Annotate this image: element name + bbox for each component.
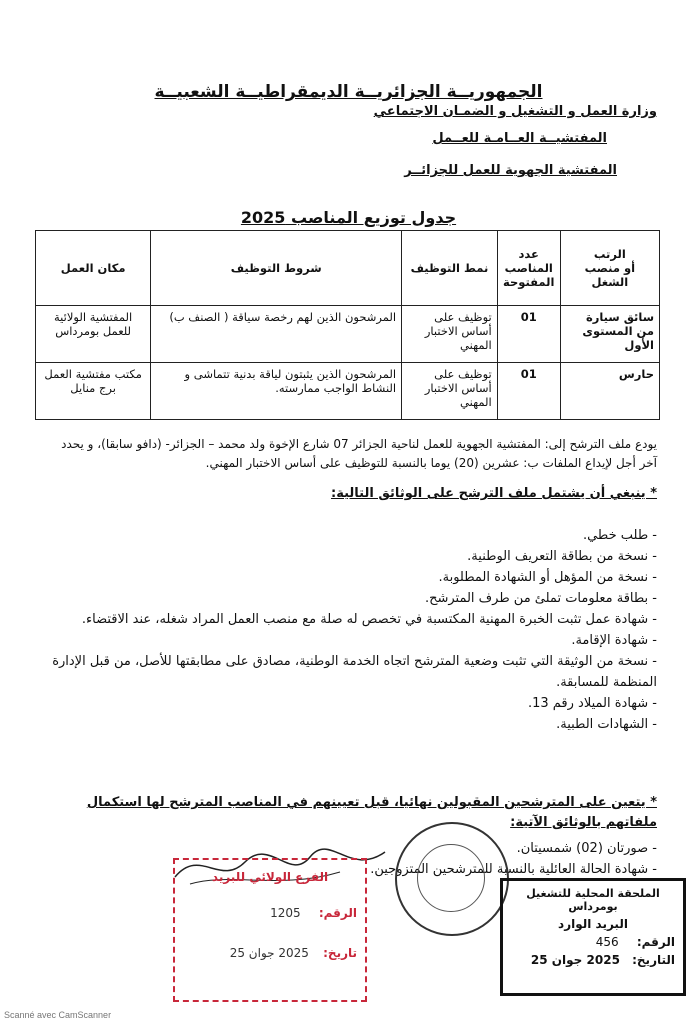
- cell-place: مكتب مفتشية العمل برج منايل: [36, 363, 151, 420]
- stamp-red-number: 1205: [270, 906, 301, 920]
- list-item: - طلب خطي.: [582, 528, 657, 543]
- inspection-regional-line: المفتشية الجهوية للعمل للجزائــر: [404, 163, 617, 178]
- scanner-watermark: Scanné avec CamScanner: [4, 1010, 112, 1020]
- list-item: - شهادة الإقامة.: [571, 633, 657, 648]
- cell-rank: حارس: [560, 363, 659, 420]
- list-item: - شهادة الميلاد رقم 13.: [527, 696, 657, 711]
- cell-count: 01: [497, 363, 560, 420]
- inspection-general-line: المفتشيــة العــامـة للعــمل: [432, 131, 607, 146]
- incoming-mail-stamp: [500, 878, 686, 996]
- list-item: - نسخة من بطاقة التعريف الوطنية.: [467, 549, 657, 564]
- stamp-black-date: 2025 جوان 25: [530, 953, 620, 967]
- stamp-black-number-row: [511, 935, 675, 949]
- list-item: - نسخة من المؤهل أو الشهادة المطلوبة.: [438, 570, 657, 585]
- republic-title: الجمهوريــة الجزائريــة الديمقراطيــة الشعبيــة: [154, 82, 543, 102]
- header-conditions: شروط التوظيف: [151, 231, 402, 306]
- list-item: - بطاقة معلومات تملئ من طرف المترشح.: [424, 591, 657, 606]
- stamp-black-date-row: [511, 953, 675, 967]
- official-seal: [395, 822, 509, 936]
- list-item: - شهادة الحالة العائلية بالنسبة للمترشحين المتزوجين.: [370, 862, 657, 877]
- cell-place: المفتشية الولائية للعمل بومرداس: [36, 306, 151, 363]
- cell-conditions: المرشحون الذين يثبتون لياقة بدنية تتماشى و النشاط الواجب ممارسته.: [151, 363, 402, 420]
- stamp-red-date: 2025 جوان 25: [229, 946, 309, 960]
- stamp-black-subtitle: البريد الوارد: [558, 917, 628, 931]
- cell-rank: سائق سيارة من المستوى الأول: [560, 306, 659, 363]
- list-item: - صورتان (02) شمسيتان.: [516, 841, 657, 856]
- list-item: - شهادة عمل تثبت الخبرة المهنية المكتسبة في تخصص له صلة مع منصب العمل المراد شغله، عند الاقتضاء.: [81, 612, 657, 627]
- stamp-black-date-label: التاريخ:: [632, 953, 675, 967]
- stamp-red-number-label: الرقم:: [318, 906, 357, 920]
- cell-mode: توظيف على أساس الاختبار المهني: [402, 306, 498, 363]
- deposit-paragraph: يودع ملف الترشح إلى: المفتشية الجهوية للعمل لناحية الجزائر 07 شارع الإخوة ولد محمد – الجزائر- (دافو سابقا)، و يحدد آخر أجل لإيداع الملفات ب: عشرين (20) يوما بالنسبة للتوظيف على أساس الاختبار المهني.: [61, 437, 657, 470]
- header-count: عدد المناصب المفتوحة: [497, 231, 560, 306]
- list-item: - نسخة من الوثيقة التي تثبت وضعية المترشح اتجاه الخدمة الوطنية، مصادق على مطابقتها للأصل، من قبل الإدارة المنظمة للمسابقة.: [52, 654, 657, 690]
- post-stamp-red: [173, 858, 367, 1002]
- cell-count: 01: [497, 306, 560, 363]
- cell-conditions: المرشحون الذين لهم رخصة سياقة ( الصنف ب): [151, 306, 402, 363]
- list-item: - الشهادات الطبية.: [556, 717, 657, 732]
- stamp-black-number-label: الرقم:: [636, 935, 675, 949]
- header-mode: نمط التوظيف: [402, 231, 498, 306]
- table-row: [36, 306, 660, 363]
- header-rank: الرتب أو منصب الشغل: [560, 231, 659, 306]
- stamp-red-title: الفرع الولائي للبريد: [211, 870, 329, 884]
- file-docs-list: [50, 525, 657, 735]
- final-docs-heading: * يتعين على المترشحين المقبولين نهائيا، قبل تعيينهم في المناصب المترشح لها استكمال ملفاتهم بالوثائق الآتية:: [86, 795, 657, 830]
- cell-mode: توظيف على أساس الاختبار المهني: [402, 363, 498, 420]
- table-row: [36, 363, 660, 420]
- positions-table: [35, 230, 660, 420]
- stamp-black-number: 456: [595, 935, 619, 949]
- stamp-red-date-row: [183, 946, 357, 960]
- file-docs-heading: * ينبغي أن يشتمل ملف الترشح على الوثائق التالية:: [331, 486, 657, 501]
- header-place: مكان العمل: [36, 231, 151, 306]
- stamp-black-title: الملحقة المحلية للتشغيل بومرداس: [526, 887, 660, 913]
- stamp-red-number-row: [183, 906, 357, 920]
- ministry-line: وزارة العمل و التشغيل و الضمـان الاجتماعي: [373, 104, 657, 119]
- stamp-red-date-label: تاريخ:: [323, 946, 357, 960]
- table-header-row: [36, 231, 660, 306]
- table-title: جدول توزيع المناصب 2025: [240, 208, 457, 227]
